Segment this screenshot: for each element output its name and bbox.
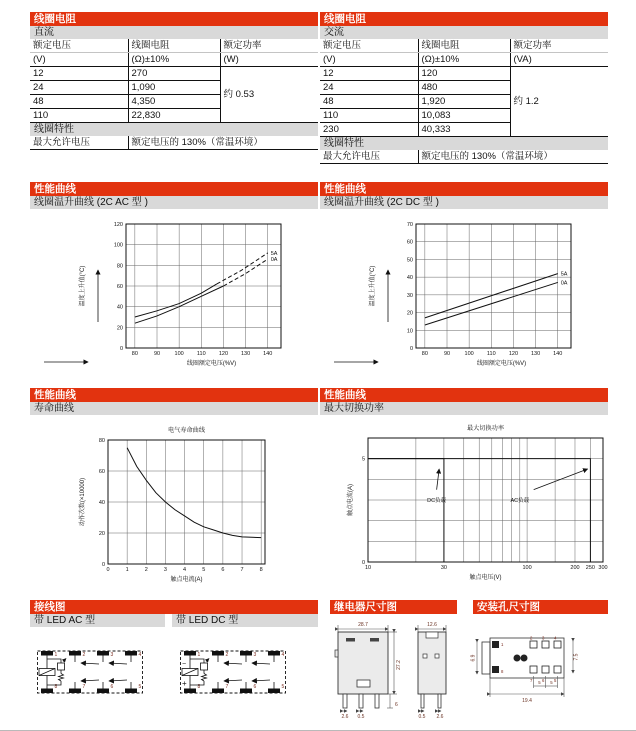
- pin-number: 7: [530, 678, 533, 683]
- section-header-coil-dc: 线圈电阻: [30, 12, 318, 26]
- hole-layout: [482, 635, 564, 678]
- y-tick-label: 5: [361, 456, 365, 463]
- y-tick-label: 30: [406, 292, 413, 299]
- pin-number: 5: [281, 684, 285, 690]
- x-tick-label: 7: [240, 567, 244, 573]
- front-view: [335, 632, 388, 708]
- y-tick-label: 100: [113, 242, 123, 249]
- y-tick-label: 60: [98, 469, 105, 475]
- section-header-perf-1: 性能曲线: [30, 182, 318, 196]
- pin-number: 1: [197, 652, 201, 658]
- table-row: 110 10,083: [320, 109, 608, 123]
- subheader-life: 寿命曲线: [30, 402, 318, 415]
- y-tick-label: 40: [406, 275, 413, 282]
- pin-number: 4: [138, 652, 142, 658]
- x-tick-label: 10: [364, 565, 372, 571]
- life-curve-chart: [30, 420, 318, 592]
- x-tick-label: 2: [144, 567, 148, 573]
- pin-number: 2: [530, 635, 533, 641]
- y-tick-label: 40: [116, 304, 123, 311]
- x-tick-label: 30: [440, 565, 447, 571]
- y-tick-label: 60: [116, 284, 123, 290]
- x-axis-label: 线圈额定电压(%V): [186, 361, 237, 367]
- table-row: 12 270 约 0.53: [30, 67, 318, 81]
- polarity-minus: −: [182, 661, 187, 668]
- col-header: 线圈电阻: [128, 39, 220, 53]
- dimension-label: 5: [538, 680, 541, 685]
- temp-rise-dc-chart: [320, 214, 608, 376]
- dimension-label: 0.5: [357, 714, 365, 720]
- x-tick-label: 130: [240, 351, 251, 357]
- x-tick-label: 4: [183, 567, 187, 573]
- y-tick-label: 80: [116, 263, 123, 270]
- subheader-maxsw: 最大切换功率: [320, 402, 608, 415]
- x-tick-label: 90: [443, 351, 451, 357]
- dimension-label: 7.5: [573, 653, 580, 661]
- x-tick-label: 140: [553, 351, 563, 357]
- y-axis-label: 温度上升值(°C): [370, 265, 376, 307]
- y-tick-label: 0: [101, 562, 105, 568]
- dimension-label: 6: [395, 702, 398, 708]
- col-header-unit: (Ω)±10%: [128, 53, 220, 67]
- section-header-mount-dim: 安装孔尺寸图: [473, 600, 608, 614]
- subheader-wiring-ac: 带 LED AC 型: [30, 614, 165, 627]
- y-axis-label: 温度上升值(°C): [80, 265, 86, 307]
- y-tick-label: 20: [98, 531, 105, 537]
- y-tick-label: 50: [406, 257, 413, 264]
- y-tick-label: 40: [98, 500, 105, 506]
- x-tick-label: 100: [464, 351, 474, 357]
- col-header-unit: (VA): [510, 53, 608, 67]
- wiring-diagram-dc: [179, 644, 289, 700]
- x-tick-label: 100: [522, 565, 532, 571]
- dimension-label: 0.5: [418, 714, 426, 720]
- coil-dc-char-table: [30, 136, 318, 150]
- y-tick-label: 80: [98, 438, 105, 444]
- pin-number: 8: [54, 684, 58, 690]
- merged-power-cell: 约 0.53: [220, 67, 318, 123]
- y-tick-label: 0: [119, 346, 123, 352]
- annotation-label: AC负载: [510, 497, 530, 504]
- x-axis-label: 触点电压(V): [469, 575, 502, 581]
- dimension-label: 28.7: [358, 622, 368, 628]
- table-row: 230 40,333: [320, 123, 608, 137]
- x-axis-label: 线圈额定电压(%V): [476, 361, 527, 367]
- y-tick-label: 0: [409, 346, 413, 352]
- x-tick-label: 120: [218, 351, 229, 357]
- pin-number: 1: [54, 652, 58, 658]
- pin-number: 2: [82, 652, 86, 658]
- x-tick-label: 120: [508, 351, 519, 357]
- table-row: 48 4,350: [30, 95, 318, 109]
- pin-number: 7: [82, 684, 86, 690]
- pin-number: 6: [542, 678, 545, 683]
- subheader-coil-char: 线圈特性: [30, 123, 318, 136]
- series-label: 5A: [560, 271, 568, 278]
- x-tick-label: 8: [259, 567, 263, 573]
- col-header: 额定功率: [510, 39, 608, 53]
- pin-number: 6: [110, 684, 114, 690]
- x-tick-label: 100: [174, 351, 184, 357]
- x-tick-label: 300: [598, 565, 608, 571]
- chart-title: 最大切换功率: [466, 425, 505, 432]
- pin-number: 8: [197, 684, 201, 690]
- x-axis-label: 触点电流(A): [170, 577, 203, 583]
- table-row: 24 480: [320, 81, 608, 95]
- y-tick-label: 70: [406, 222, 413, 228]
- x-tick-label: 110: [486, 351, 496, 357]
- series-label: 0A: [560, 280, 568, 287]
- dimension-label: 5: [550, 680, 553, 685]
- coil-ac-table: [320, 39, 608, 137]
- x-tick-label: 5: [202, 567, 206, 573]
- x-tick-label: 80: [131, 351, 138, 357]
- annotation-label: DC负载: [427, 497, 447, 504]
- chart-title: 电气寿命曲线: [167, 427, 206, 434]
- pin-number: 4: [554, 635, 557, 641]
- side-view: [418, 632, 446, 708]
- coil-and-led-circuit: [39, 656, 66, 689]
- max-switching-power-chart: [320, 420, 608, 592]
- pin-number: 8: [501, 669, 504, 674]
- pin-number: 1: [501, 642, 504, 647]
- x-tick-label: 80: [421, 351, 428, 357]
- x-tick-label: 6: [221, 567, 225, 573]
- y-axis-label: 触点电流(A): [348, 484, 354, 516]
- relay-dimension-drawing: [330, 616, 460, 726]
- table-row: 48 1,920: [320, 95, 608, 109]
- pin-number: 3: [542, 635, 545, 641]
- dimension-lines: [477, 641, 573, 697]
- section-header-wiring: 接线图: [30, 600, 318, 614]
- pin-number: 5: [138, 684, 142, 690]
- subheader-wiring-dc: 带 LED DC 型: [172, 614, 318, 627]
- y-tick-label: 20: [406, 310, 413, 317]
- pin-number: 4: [281, 652, 285, 658]
- col-header-unit: (V): [30, 53, 128, 67]
- merged-power-cell: 约 1.2: [510, 67, 608, 137]
- table-row: 24 1,090: [30, 81, 318, 95]
- subheader-temp-ac: 线圈温升曲线 (2C AC 型 ): [30, 196, 318, 209]
- table-row: 12 120 约 1.2: [320, 67, 608, 81]
- wiring-diagram-ac: [36, 644, 146, 700]
- x-tick-label: 200: [570, 565, 580, 571]
- series-label: 0A: [270, 257, 278, 264]
- section-header-perf-2: 性能曲线: [320, 182, 608, 196]
- pin-number: 6: [253, 684, 257, 690]
- col-header: 线圈电阻: [418, 39, 510, 53]
- subheader-temp-dc: 线圈温升曲线 (2C DC 型 ): [320, 196, 608, 209]
- y-tick-label: 60: [406, 239, 413, 246]
- polarity-plus: +: [182, 679, 187, 688]
- section-header-relay-dim: 继电器尺寸图: [330, 600, 457, 614]
- col-header-unit: (V): [320, 53, 418, 67]
- y-axis-label: 动作次数(×10000): [80, 477, 86, 527]
- x-tick-label: 3: [163, 567, 167, 573]
- col-header-unit: (Ω)±10%: [418, 53, 510, 67]
- x-tick-label: 140: [263, 351, 273, 357]
- dimension-label: 2.6: [341, 714, 349, 720]
- col-header: 额定功率: [220, 39, 318, 53]
- dimension-label: 27.2: [396, 660, 402, 670]
- mounting-hole-drawing: [470, 616, 608, 716]
- x-tick-label: 0: [106, 567, 110, 573]
- x-tick-label: 110: [196, 351, 206, 357]
- coil-dc-table: [30, 39, 318, 123]
- series-label: 5A: [270, 250, 278, 257]
- dimension-label: 6.9: [470, 654, 477, 662]
- dimension-label: 19.4: [522, 698, 532, 704]
- table-row: 110 22,830: [30, 109, 318, 123]
- col-header: 额定电压: [320, 39, 418, 53]
- section-header-perf-3: 性能曲线: [30, 388, 318, 402]
- y-tick-label: 0: [361, 560, 365, 566]
- dimension-label: 12.6: [427, 622, 437, 628]
- section-header-coil-ac: 线圈电阻: [320, 12, 608, 26]
- x-tick-label: 250: [585, 565, 595, 571]
- coil-resistance-dc-section: [30, 12, 318, 150]
- y-tick-label: 20: [116, 325, 123, 332]
- col-header-unit: (W): [220, 53, 318, 67]
- pin-number: 2: [225, 652, 229, 658]
- table-row: 最大允许电压 额定电压的 130%（常温环境）: [30, 136, 318, 150]
- pin-number: 3: [253, 652, 257, 658]
- subheader-ac: 交流: [320, 26, 608, 39]
- pin-number: 7: [225, 684, 229, 690]
- section-header-perf-4: 性能曲线: [320, 388, 608, 402]
- col-header: 额定电压: [30, 39, 128, 53]
- y-tick-label: 10: [406, 328, 413, 335]
- coil-resistance-ac-section: [320, 12, 608, 164]
- table-row: 最大允许电压 额定电压的 130%（常温环境）: [320, 150, 608, 164]
- x-tick-label: 1: [125, 567, 129, 573]
- x-tick-label: 130: [530, 351, 541, 357]
- temp-rise-ac-chart: [30, 214, 318, 376]
- pin-number: 5: [554, 678, 557, 683]
- subheader-coil-char: 线圈特性: [320, 137, 608, 150]
- dimension-label: 2.6: [436, 714, 444, 720]
- pin-number: 3: [110, 652, 114, 658]
- x-tick-label: 90: [153, 351, 161, 357]
- subheader-dc: 直流: [30, 26, 318, 39]
- y-tick-label: 120: [113, 222, 123, 228]
- coil-ac-char-table: [320, 150, 608, 164]
